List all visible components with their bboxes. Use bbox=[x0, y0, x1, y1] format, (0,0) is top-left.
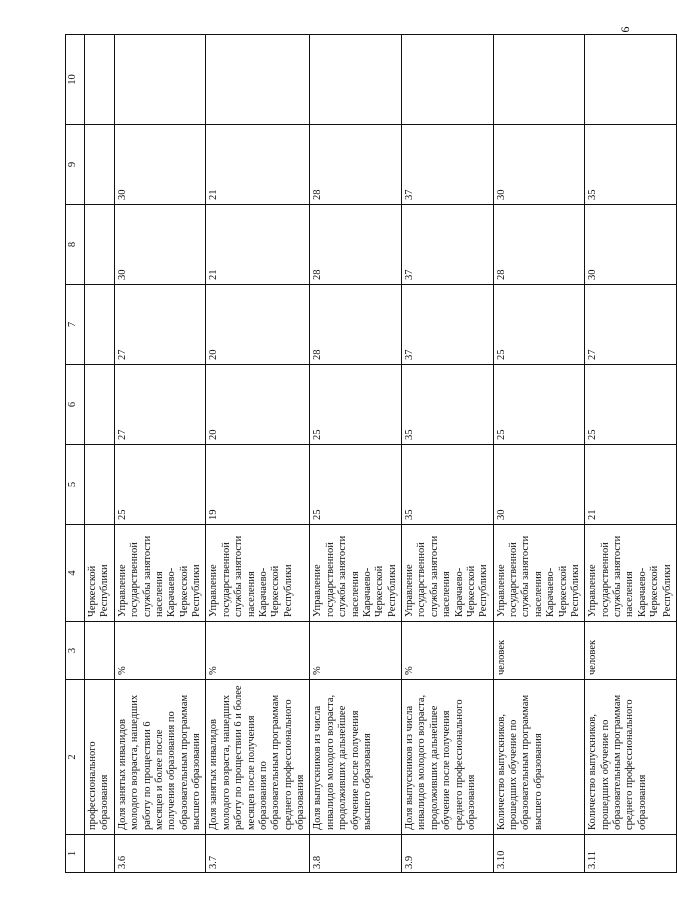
cell-indicator: Доля занятых инвалидов молодого возраста, нашедших работу по проществии 6 месяцев и более после получения образования по образовательным программам высшего образования bbox=[114, 680, 206, 835]
cell-indicator: Количество выпускников, прошедших обучение по образовательным программам среднего профессионального образования bbox=[585, 680, 677, 835]
cell-value bbox=[493, 35, 585, 125]
cell bbox=[85, 35, 115, 125]
cell-value: 37 bbox=[402, 285, 494, 365]
cell-value bbox=[402, 35, 494, 125]
cell bbox=[85, 125, 115, 205]
cell-value bbox=[206, 35, 310, 125]
table-row bbox=[402, 35, 494, 873]
cell-number: 3.7 bbox=[206, 835, 310, 873]
header-cell: 10 bbox=[66, 35, 85, 125]
cell-value: 30 bbox=[493, 445, 585, 525]
cell bbox=[85, 835, 115, 873]
cell-value: 25 bbox=[585, 365, 677, 445]
cell-number: 3.8 bbox=[310, 835, 402, 873]
header-cell: 9 bbox=[66, 125, 85, 205]
cell-value: 20 bbox=[206, 365, 310, 445]
table-row bbox=[206, 35, 310, 873]
cell-value: 28 bbox=[310, 285, 402, 365]
cell-value: 28 bbox=[310, 205, 402, 285]
table-row bbox=[310, 35, 402, 873]
page-number: 9 bbox=[618, 26, 633, 33]
cell-number: 3.6 bbox=[114, 835, 206, 873]
cell-value: 25 bbox=[310, 445, 402, 525]
cell-value: 30 bbox=[493, 125, 585, 205]
cell-indicator: Доля выпускников из числа инвалидов молодого возраста, продолживших дальнейшее обучение после получения среднего профессионального образования bbox=[402, 680, 494, 835]
header-row bbox=[66, 35, 85, 873]
header-cell: 6 bbox=[66, 365, 85, 445]
cell-unit: человек bbox=[493, 622, 585, 680]
cell-value: 25 bbox=[493, 365, 585, 445]
cell-number: 3.11 bbox=[585, 835, 677, 873]
header-cell: 2 bbox=[66, 680, 85, 835]
cell-number: 3.9 bbox=[402, 835, 494, 873]
cell-value bbox=[310, 35, 402, 125]
cell bbox=[85, 365, 115, 445]
cell-value: 35 bbox=[402, 445, 494, 525]
cell-value: 20 bbox=[206, 285, 310, 365]
cell-value: 21 bbox=[206, 205, 310, 285]
cell-value: 27 bbox=[585, 285, 677, 365]
cell-value: 25 bbox=[310, 365, 402, 445]
cell-value: 28 bbox=[493, 205, 585, 285]
cell-executor: Управление государственной службы занятости населения Карачаево-Черкесской Республики bbox=[493, 525, 585, 622]
cell-value bbox=[114, 35, 206, 125]
cell-value: 27 bbox=[114, 365, 206, 445]
cell-executor: Черкесской Республики bbox=[85, 525, 115, 622]
cell-value: 30 bbox=[585, 205, 677, 285]
table-row bbox=[585, 35, 677, 873]
cell bbox=[85, 285, 115, 365]
cell-indicator: профессионального образования bbox=[85, 680, 115, 835]
header-cell: 7 bbox=[66, 285, 85, 365]
cell-value: 37 bbox=[402, 205, 494, 285]
cell-unit: % bbox=[206, 622, 310, 680]
cell-value: 35 bbox=[402, 365, 494, 445]
cell-indicator: Доля выпускников из числа инвалидов молодого возраста, продолживших дальнейшее обучение после получения высшего образования bbox=[310, 680, 402, 835]
cell-value: 21 bbox=[206, 125, 310, 205]
header-cell: 4 bbox=[66, 525, 85, 622]
rotated-table-container bbox=[65, 35, 673, 873]
cell-unit: % bbox=[114, 622, 206, 680]
cell-value: 19 bbox=[206, 445, 310, 525]
cell-executor: Управление государственной службы занятости населения Карачаево-Черкесской Республики bbox=[585, 525, 677, 622]
cell-value: 25 bbox=[493, 285, 585, 365]
cell-executor: Управление государственной службы занятости населения Карачаево-Черкесской Республики bbox=[206, 525, 310, 622]
cell-executor: Управление государственной службы занятости населения Карачаево-Черкесской Республики bbox=[402, 525, 494, 622]
cell-indicator: Доля занятых инвалидов молодого возраста, нашедших работу по проществии 6 и более месяцев после получения образования по образовательным программам среднего профессионального образования bbox=[206, 680, 310, 835]
cell-value: 37 bbox=[402, 125, 494, 205]
indicators-table bbox=[65, 34, 677, 873]
header-cell: 8 bbox=[66, 205, 85, 285]
cell-unit: % bbox=[310, 622, 402, 680]
header-cell: 1 bbox=[66, 835, 85, 873]
cell-unit: % bbox=[402, 622, 494, 680]
cell-executor: Управление государственной службы занятости населения Карачаево-Черкесской Республики bbox=[310, 525, 402, 622]
cell-executor: Управление государственной службы занятости населения Карачаево-Черкесской Республики bbox=[114, 525, 206, 622]
cell bbox=[85, 622, 115, 680]
cell-value: 21 bbox=[585, 445, 677, 525]
cell-value: 25 bbox=[114, 445, 206, 525]
cell-value: 35 bbox=[585, 125, 677, 205]
cell-value: 28 bbox=[310, 125, 402, 205]
cell-value: 30 bbox=[114, 205, 206, 285]
table-row bbox=[114, 35, 206, 873]
cell-indicator: Количество выпускников, прошедших обучение по образовательным программам высшего образования bbox=[493, 680, 585, 835]
cell bbox=[85, 445, 115, 525]
continuation-row bbox=[85, 35, 115, 873]
header-cell: 5 bbox=[66, 445, 85, 525]
cell-number: 3.10 bbox=[493, 835, 585, 873]
cell bbox=[85, 205, 115, 285]
cell-value bbox=[585, 35, 677, 125]
table-row bbox=[493, 35, 585, 873]
cell-unit: человек bbox=[585, 622, 677, 680]
header-cell: 3 bbox=[66, 622, 85, 680]
cell-value: 27 bbox=[114, 285, 206, 365]
cell-value: 30 bbox=[114, 125, 206, 205]
